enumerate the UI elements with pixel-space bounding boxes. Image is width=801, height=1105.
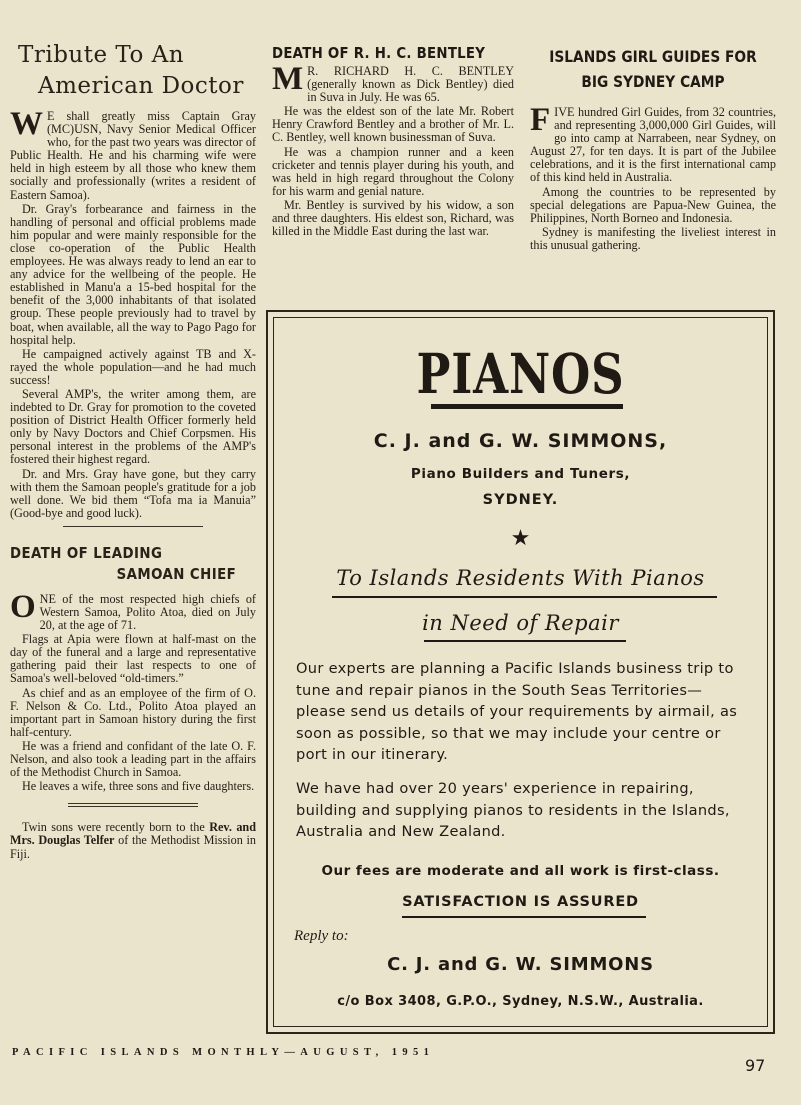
tribute-heading-line2: American Doctor: [38, 73, 244, 99]
ad-fees: Our fees are moderate and all work is first-class.: [321, 863, 720, 879]
guides-dropcap: F: [530, 102, 551, 138]
ad-rule: [332, 596, 717, 598]
chief-dropcap: O: [10, 588, 36, 625]
ad-rule: [402, 916, 646, 918]
right-column: [530, 44, 776, 252]
article-divider: [63, 526, 203, 527]
bentley-article: [272, 61, 514, 239]
guides-heading: [530, 44, 776, 94]
twins-parents: Rev. and Mrs. Douglas Telfer: [10, 820, 256, 848]
bentley-dropcap: M: [272, 61, 304, 97]
ad-satisfaction: SATISFACTION IS ASSURED: [402, 894, 639, 910]
piano-advertisement: [266, 310, 775, 1034]
bentley-paragraph: Mr. Bentley is survived by his widow, a son and three daughters. His eldest son, Richard, was killed in the Middle East during the last war.: [272, 197, 514, 239]
bentley-paragraph: He was a champion runner and a keen cricketer and tennis player during his youth, and was held in high regard throughout the Colony for his warm and genial nature.: [272, 144, 514, 198]
bentley-heading: DEATH OF R. H. C. BENTLEY: [272, 44, 486, 62]
bentley-paragraph: M R. RICHARD H. C. BENTLEY (generally known as Dick Bentley) died in Suva in July. He was 65.: [272, 61, 514, 105]
tribute-paragraph: Dr. Gray's forbearance and fairness in the handling of personal and official problems made him popular and were mainly responsible for the close co-operation of the Public Health employees. He was always ready to lend an ear to any advice for the wellbeing of the people. He established in Manu'a a 15-bed hospital for the benefit of the 3,000 inhabitants of that isolated group. These people previously had to travel by boat, when available, all the way to Pago Pago for hospital help.: [10, 201, 256, 347]
chief-heading-line2: SAMOAN CHIEF: [116, 564, 237, 583]
guides-heading-line1: ISLANDS GIRL GUIDES FOR: [549, 47, 757, 66]
left-column: [10, 40, 256, 861]
guides-paragraph: FIVE hundred Girl Guides, from 32 countries, and representing 3,000,000 Girl Guides, will go into camp at Narrabeen, near Sydney, on August 27, for ten days. It is part of the Jubilee celebrations, and it is the first international camp of this kind held in Australia.: [530, 102, 776, 185]
ad-firm-name: C. J. and G. W. SIMMONS,: [373, 430, 668, 452]
ad-inner-frame: [273, 317, 768, 1027]
tribute-paragraph: Several AMP's, the writer among them, are indebted to Dr. Gray for promotion to the coveted position of District Health Officer formerly held only by Navy Doctors and Chief Corpsmen. His personal interest in the problems of the AMP's fostered their highest regard.: [10, 386, 256, 467]
guides-paragraph: Among the countries to be represented by special delegations are Papua-New Guinea, the Philippines, North Borneo and Indonesia.: [530, 184, 776, 225]
ad-rule: [424, 640, 626, 642]
chief-heading: [10, 543, 256, 585]
ad-firm-name-footer: C. J. and G. W. SIMMONS: [387, 954, 654, 975]
tribute-paragraph: Dr. and Mrs. Gray have gone, but they carry with them the Samoan people's gratitude for a job well done. We bid them “Tofa ma ia Manuia” (Good-bye and good luck).: [10, 466, 256, 520]
chief-heading-line1: DEATH OF LEADING: [10, 543, 163, 562]
chief-article: [10, 588, 256, 794]
tribute-paragraph: W E shall greatly miss Captain Gray (MC)USN, Navy Senior Medical Officer who, for the past two years was director of Public Health. He and his charming wife were held in high esteem by all those who knew them socially and professionally (writes a resident of Eastern Samoa).: [10, 106, 256, 202]
ad-city: SYDNEY.: [482, 492, 559, 508]
ad-script-line2: in Need of Repair: [422, 611, 619, 635]
middle-column: [272, 44, 514, 238]
chief-paragraph: He was a friend and confidant of the late O. F. Nelson, and also took a leading part in the affairs of the Methodist Church in Samoa.: [10, 738, 256, 780]
ad-address: c/o Box 3408, G.P.O., Sydney, N.S.W., Australia.: [337, 994, 704, 1009]
page-number: 97: [745, 1056, 766, 1075]
guides-article: [530, 102, 776, 252]
ad-title-rule: [431, 404, 623, 409]
tribute-heading-line1: Tribute To An: [18, 42, 185, 68]
tribute-dropcap: W: [10, 106, 43, 142]
twins-notice: Twin sons were recently born to the Rev. and Mrs. Douglas Telfer of the Methodist Mission in Fiji.: [10, 820, 257, 861]
tribute-article: [10, 106, 256, 520]
tribute-paragraph: He campaigned actively against TB and X-rayed the whole population—and he had much success!: [10, 346, 256, 387]
ad-body-paragraph: We have had over 20 years' experience in repairing, building and supplying pianos to residents in the Islands, Australia and New Zealand.: [296, 780, 730, 840]
tribute-heading: [10, 40, 256, 102]
chief-paragraph: ONE of the most respected high chiefs of Western Samoa, Polito Atoa, died on July 20, at the age of 71.: [10, 588, 256, 633]
ad-body-paragraph: Our experts are planning a Pacific Islands business trip to tune and repair pianos in the South Seas Territories—please send us details of your requirements by airmail, as soon as possible, so that we may include your centre or port in our itinerary.: [296, 660, 738, 763]
ad-title: PIANOS: [416, 341, 625, 406]
bentley-paragraph: He was the eldest son of the late Mr. Robert Henry Crawford Bentley and a brother of Mr. L. C. Bentley, well known businessman of Suva.: [272, 104, 514, 145]
ad-subtitle: Piano Builders and Tuners,: [410, 466, 631, 482]
chief-paragraph: He leaves a wife, three sons and five daughters.: [22, 779, 255, 794]
ad-script-line1: To Islands Residents With Pianos: [336, 566, 705, 590]
footer-masthead: PACIFIC ISLANDS MONTHLY—AUGUST, 1951: [12, 1047, 435, 1058]
chief-paragraph: Flags at Apia were flown at half-mast on the day of the funeral and a large and representative gathering paid their last respects to one of Samoa's well-beloved “old-timers.”: [10, 632, 256, 686]
guides-paragraph: Sydney is manifesting the liveliest interest in this unusual gathering.: [530, 224, 776, 252]
guides-heading-line2: BIG SYDNEY CAMP: [581, 72, 725, 91]
ad-reply-label: Reply to:: [294, 928, 349, 944]
chief-paragraph: As chief and as an employee of the firm of O. F. Nelson & Co. Ltd., Polito Atoa played an important part in Samoan history during the first half-century.: [10, 685, 256, 739]
article-divider-double: [68, 803, 198, 807]
star-icon: ★: [510, 526, 531, 551]
